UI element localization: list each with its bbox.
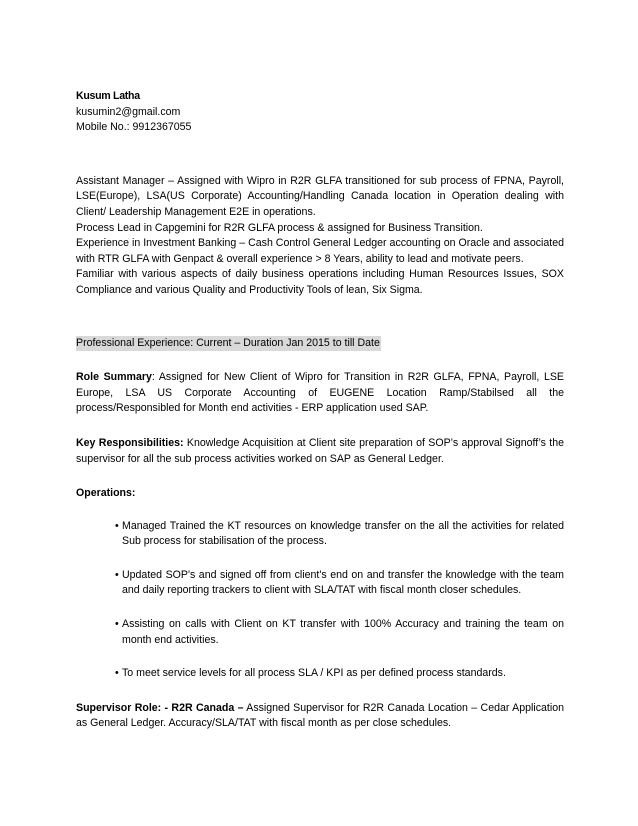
operations-heading: Operations: [76, 487, 136, 500]
bullet-icon: • [115, 519, 119, 532]
supervisor-role [76, 701, 564, 732]
summary-paragraph: Assistant Manager – Assigned with Wipro in R2R GLFA transitioned for sub process of FPNA, Payroll, LSE(Europe), LSA(US Corporate) Accounting/Handling Canada location in Operation dealing with Client/ Leadership Management E2E in operations. [76, 174, 564, 218]
supervisor-role-label: Supervisor Role: - R2R Canada – [76, 701, 244, 714]
list-item [76, 568, 564, 599]
list-item-text: Assisting on calls with Client on KT transfer with 100% Accuracy and training the team on month end activities. [122, 618, 564, 646]
list-item-text: Updated SOP's and signed off from client's end on and transfer the knowledge with the team and daily reporting trackers to client with SLA/TAT with fiscal month closer schedules. [122, 568, 564, 597]
summary-paragraph: Experience in Investment Banking – Cash Control General Ledger accounting on Oracle and associated with RTR GLFA with Genpact & overall experience > 8 Years, ability to lead and motivate peers. [76, 237, 564, 265]
key-responsibilities-text: Knowledge Acquisition at Client site preparation of SOP’s approval Signoff’s the supervisor for all the sub process activities worked on SAP as General Ledger. [76, 436, 564, 465]
list-item-text: Managed Trained the KT resources on knowledge transfer on the all the activities for related Sub process for stabilisation of the process. [122, 519, 564, 548]
key-responsibilities-label: Key Responsibilities: [76, 436, 184, 449]
experience-heading: Professional Experience: Current – Duration Jan 2015 to till Date [76, 336, 381, 352]
bullet-icon: • [115, 568, 119, 581]
list-item-text: To meet service levels for all process SLA / KPI as per defined process standards. [122, 667, 506, 680]
summary-paragraph: Process Lead in Capgemini for R2R GLFA process & assigned for Business Transition. [76, 221, 483, 234]
list-item [76, 617, 564, 648]
supervisor-role-text: Assigned Supervisor for R2R Canada Location – Cedar Application as General Ledger. Accuracy/SLA/TAT with fiscal month as per close schedules. [76, 701, 564, 730]
role-summary-label: Role Summary [76, 371, 152, 384]
mobile-number: Mobile No.: 9912367055 [76, 121, 192, 134]
operations-list [76, 519, 564, 682]
bullet-icon: • [115, 618, 119, 631]
role-summary [76, 370, 564, 417]
list-item [76, 519, 564, 550]
bullet-icon: • [115, 667, 119, 680]
summary-paragraph: Familiar with various aspects of daily business operations including Human Resources Issues, SOX Compliance and various Quality and Productivity Tools of lean, Six Sigma. [76, 268, 564, 296]
role-summary-text: : Assigned for New Client of Wipro for Transition in R2R GLFA, FPNA, Payroll, LSE Europe, LSA US Corporate Accounting of EUGENE Location Ramp/Stabilsed all the process/Responsibled for Month end activities - ERP application used SAP. [76, 371, 564, 415]
candidate-name: Kusum Latha [76, 90, 140, 102]
resume-page [76, 89, 564, 732]
contact-block [76, 89, 564, 136]
email-address: kusumin2@gmail.com [76, 105, 181, 118]
profile-summary [76, 174, 564, 299]
list-item [76, 666, 564, 682]
key-responsibilities [76, 436, 564, 467]
